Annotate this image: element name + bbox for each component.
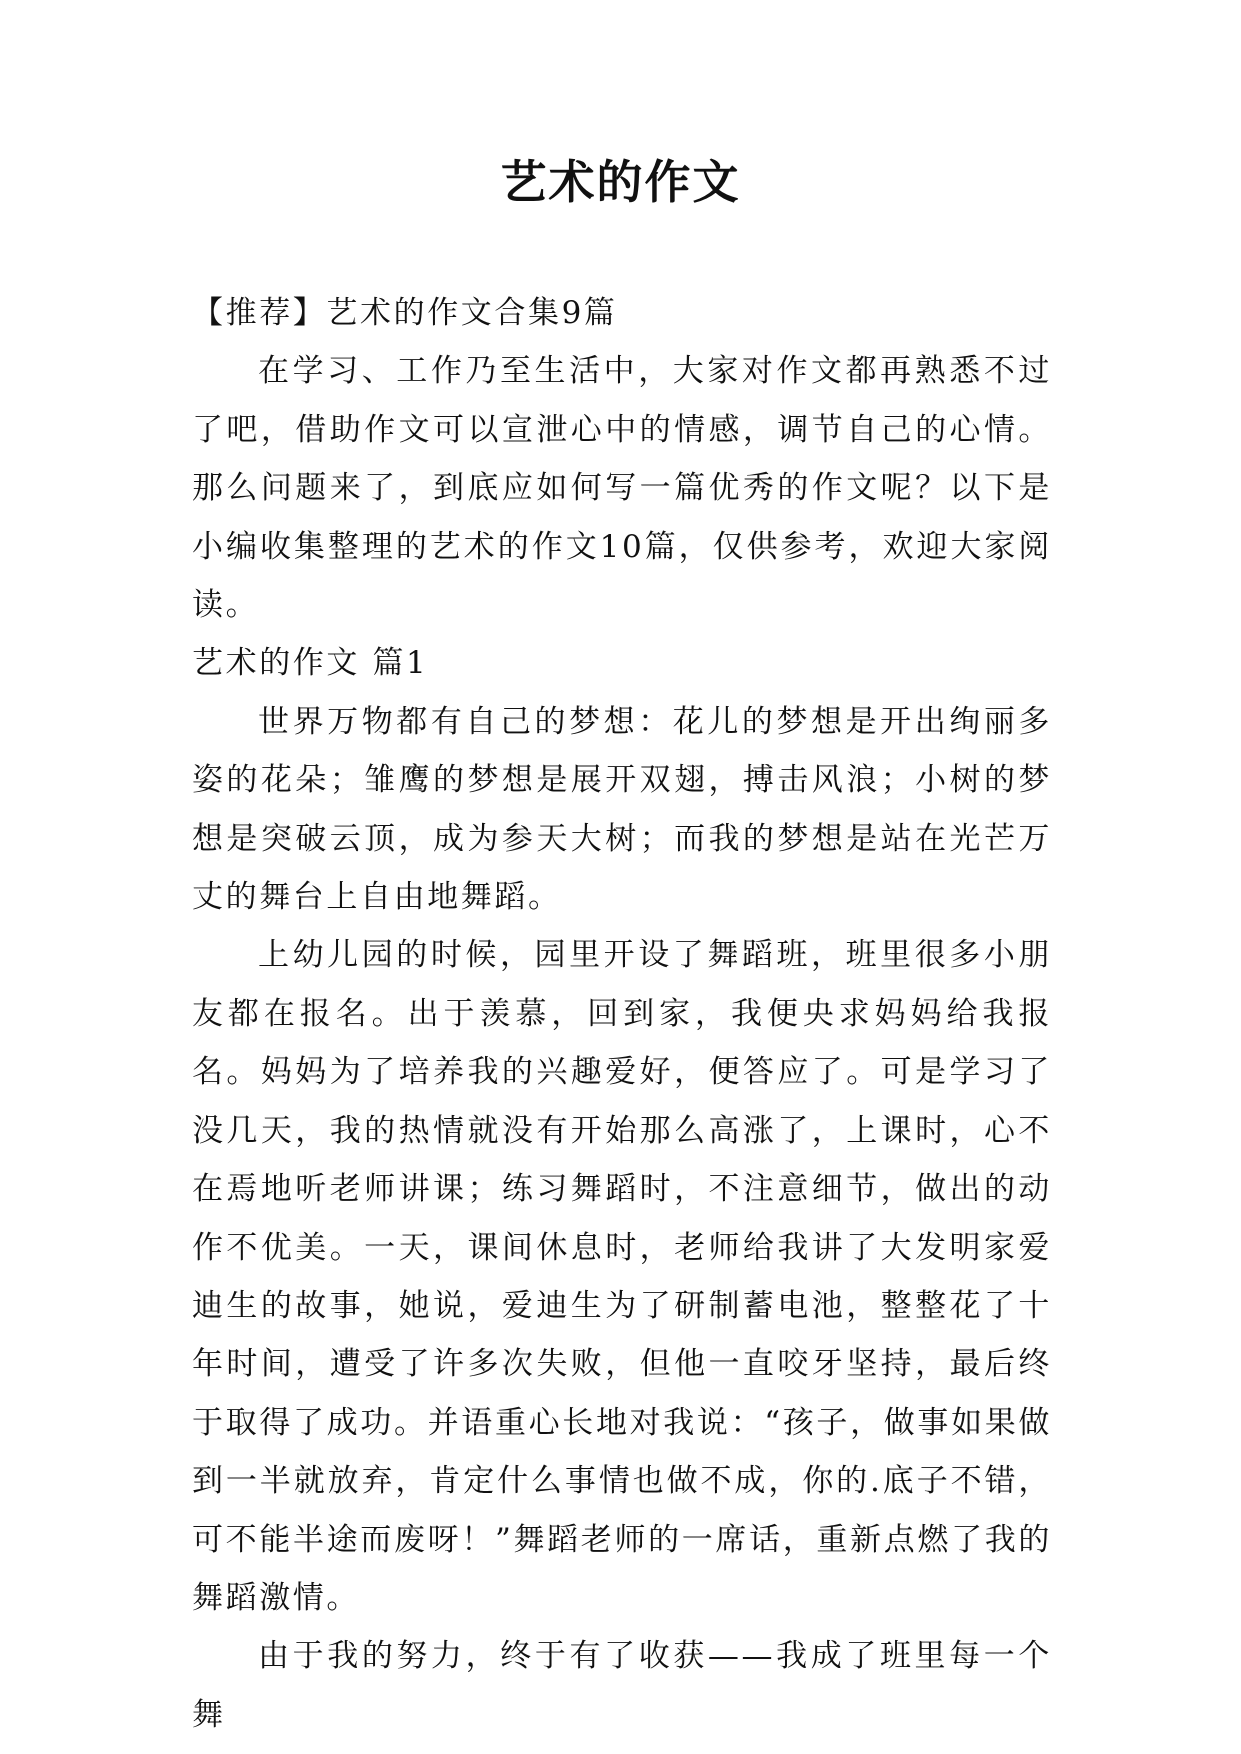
subtitle-line: 【推荐】艺术的作文合集9篇 bbox=[192, 295, 618, 331]
intro-paragraph: 在学习、工作乃至生活中，大家对作文都再熟悉不过了吧，借助作文可以宣泄心中的情感，调节自己的心情。那么问题来了，到底应如何写一篇优秀的作文呢？以下是小编收集整理的艺术的作文10篇，仅供参考，欢迎大家阅读。 bbox=[192, 353, 1052, 624]
body-paragraph: 上幼儿园的时候，园里开设了舞蹈班，班里很多小朋友都在报名。出于羡慕，回到家，我便央求妈妈给我报名。妈妈为了培养我的兴趣爱好，便答应了。可是学习了没几天，我的热情就没有开始那么高涨了，上课时，心不在焉地听老师讲课；练习舞蹈时，不注意细节，做出的动作不优美。一天，课间休息时，老师给我讲了大发明家爱迪生的故事，她说，爱迪生为了研制蓄电池，整整花了十年时间，遭受了许多次失败，但他一直咬牙坚持，最后终于取得了成功。并语重心长地对我说：“孩子，做事如果做到一半就放弃，肯定什么事情也做不成，你的.底子不错，可不能半途而废呀！”舞蹈老师的一席话，重新点燃了我的舞蹈激情。 bbox=[192, 937, 1052, 1616]
section-heading: 艺术的作文 篇1 bbox=[192, 645, 429, 682]
document-title: 艺术的作文 bbox=[500, 155, 741, 209]
body-paragraph: 世界万物都有自己的梦想：花儿的梦想是开出绚丽多姿的花朵；雏鹰的梦想是展开双翅，搏击风浪；小树的梦想是突破云顶，成为参天大树；而我的梦想是站在光芒万丈的舞台上自由地舞蹈。 bbox=[192, 703, 1052, 916]
document-body bbox=[192, 284, 1052, 1744]
body-paragraph: 由于我的努力，终于有了收获——我成了班里每一个舞 bbox=[192, 1638, 1052, 1733]
